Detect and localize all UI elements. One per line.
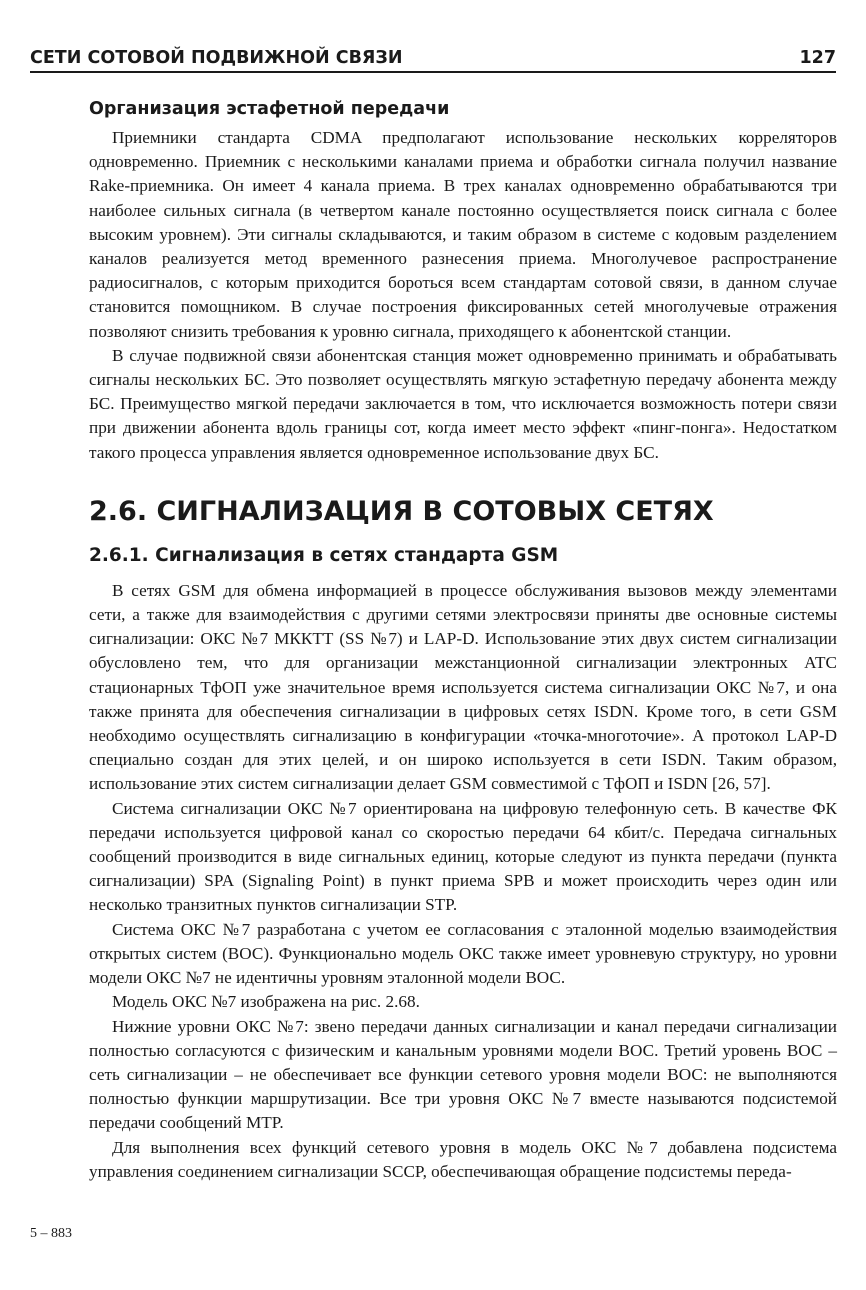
paragraph: Система ОКС №7 разработана с учетом ее согласования с эталонной моделью взаимодействия открытых систем (ВОС). Функционально модель ОКС также имеет уровневую структуру, но уровни модели ОКС №7 не идентичны уровням эталонной модели ВОС.	[89, 919, 837, 988]
signature-mark: 5 – 883	[30, 1226, 72, 1241]
chapter-title: 2.6. СИГНАЛИЗАЦИЯ В СОТОВЫХ СЕТЯХ	[89, 495, 714, 527]
paragraph: Нижние уровни ОКС №7: звено передачи данных сигнализации и канал передачи сигнализации полностью согласуются с физическим и канальным уровнями модели ВОС. Третий уровень ВОС – сеть сигнализации – не обеспечивает все функции сетевого уровня модели ВОС: не выполняются полностью функции маршрутизации. Все три уровня ОКС №7 вместе называются подсистемой передачи сообщений MTP.	[89, 1016, 837, 1133]
running-head-title: СЕТИ СОТОВОЙ ПОДВИЖНОЙ СВЯЗИ	[30, 48, 403, 68]
paragraph: Приемники стандарта CDMA предполагают использование нескольких корреляторов одновременно. Приемник с несколькими каналами приема и обработки сигнала получил название Rake-приемника. Он имеет 4 канала приема. В трех каналах одновременно обрабатываются три наиболее сильных сигнала (в четвертом канале постоянно осуществляется поиск сигнала с более высоким уровнем). Эти сигналы складываются, и таким образом в системе с кодовым разделением каналов реализуется метод временного разнесения приема. Многолучевое распространение радиосигналов, с которым приходится бороться всем стандартам сотовой связи, в данном случае становится помощником. В случае построения фиксированных сетей многолучевые отражения позволяют снизить требования к уровню сигнала, приходящего к абонентской станции.	[89, 128, 837, 341]
page-content	[89, 96, 837, 1184]
running-head	[30, 38, 836, 73]
paragraph: В случае подвижной связи абонентская станция может одновременно принимать и обрабатывать сигналы нескольких БС. Это позволяет осуществлять мягкую эстафетную передачу абонента между БС. Преимущество мягкой передачи заключается в том, что исключается возможность потери связи при движении абонента вдоль границы сот, когда имеет место эффект «пинг-понга». Недостатком такого процесса управления является одновременное использование двух БС.	[89, 345, 837, 462]
paragraph: В сетях GSM для обмена информацией в процессе обслуживания вызовов между элементами сети, а также для взаимодействия с другими сетями электросвязи приняты две основные системы сигнализации: ОКС №7 МККТТ (SS №7) и LAP-D. Использование этих двух систем сигнализации обусловлено тем, что для организации межстанционной сигнализации электронных АТС стационарных ТфОП уже значительное время используется система сигнализации ОКС №7, и она также принята для обеспечения сигнализации в цифровых сетях ISDN. Кроме того, в сети GSM необходимо осуществлять сигнализацию в конфигурации «точка-многоточие». А протокол LAP-D специально создан для этих целей, и он широко используется в сети ISDN. Таким образом, использование этих систем сигнализации делает GSM совместимой с ТфОП и ISDN [26, 57].	[89, 580, 837, 794]
paragraph: Система сигнализации ОКС №7 ориентирована на цифровую телефонную сеть. В качестве ФК передачи используется цифровой канал со скоростью передачи 64 кбит/с. Передача сигнальных сообщений производится в виде сигнальных единиц, которые следуют из пункта передачи (пункта сигнализации) SPA (Signaling Point) в пункт приема SPB и может происходить через один или несколько транзитных пунктов сигнализации STP.	[89, 798, 837, 915]
paragraph: Модель ОКС №7 изображена на рис. 2.68.	[112, 992, 420, 1012]
section-title: 2.6.1. Сигнализация в сетях стандарта GSM	[89, 544, 559, 566]
paragraph: Для выполнения всех функций сетевого уровня в модель ОКС №7 добавлена подсистема управления соединением сигнализации SCCP, обеспечивающая обращение подсистемы переда-	[89, 1137, 837, 1181]
subsection-heading: Организация эстафетной передачи	[89, 99, 450, 119]
page-number: 127	[799, 48, 836, 68]
